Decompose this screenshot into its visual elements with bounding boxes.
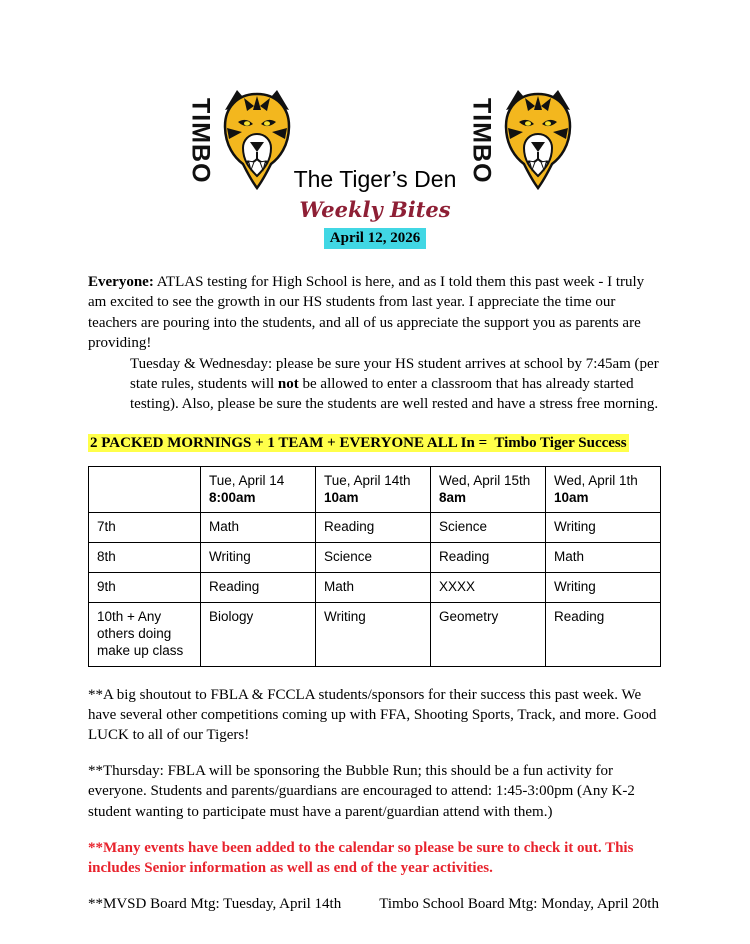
header-time: 8:00am (209, 489, 256, 505)
schedule-cell: Geometry (431, 603, 546, 667)
page-title: The Tiger’s Den (293, 166, 457, 192)
indent-text-pre: Tuesday & Wednesday: please be sure your HS student arrives at school by 7:45am (per state rules, students will (130, 355, 659, 392)
schedule-row (89, 603, 661, 667)
testing-schedule-table (88, 466, 661, 667)
banner-heading (88, 435, 662, 452)
header-date: Wed, April 1th (554, 472, 638, 488)
intro-lead-label: Everyone: (88, 274, 154, 290)
logo-text-wrap (183, 76, 217, 206)
schedule-cell: Reading (546, 603, 661, 667)
schedule-header-cell (546, 466, 661, 513)
schedule-cell: Math (316, 573, 431, 603)
header-date: Tue, April 14 (209, 472, 285, 488)
schedule-row-label: 7th (89, 513, 201, 543)
indent-text-bold: not (277, 375, 299, 392)
tiger-mascot-icon (498, 84, 578, 196)
date-row (0, 228, 750, 249)
calendar-alert-paragraph: **Many events have been added to the calendar so please be sure to check it out. This includes Senior information as well as end of the year activities. (88, 839, 634, 876)
schedule-row (89, 513, 661, 543)
school-logo-right (464, 76, 580, 206)
schedule-header-row (89, 466, 661, 513)
header-time: 10am (324, 489, 359, 505)
header-time: 8am (439, 489, 467, 505)
issue-date-badge: April 12, 2026 (324, 228, 426, 249)
schedule-cell: Math (546, 543, 661, 573)
schedule-cell: Writing (316, 603, 431, 667)
logo-text-wrap (464, 76, 498, 206)
shoutout-paragraph: **A big shoutout to FBLA & FCCLA students/sponsors for their success this past week. We have several other competitions coming up with FFA, Shooting Sports, Track, and more. Good LUCK to all of our Tigers! (88, 687, 657, 744)
header-date: Tue, April 14th (324, 472, 411, 488)
schedule-cell: Reading (316, 513, 431, 543)
schedule-cell: Writing (546, 513, 661, 543)
header-time: 10am (554, 489, 589, 505)
schedule-row-label: 9th (89, 573, 201, 603)
schedule-header-cell (431, 466, 546, 513)
schedule-header-cell (201, 466, 316, 513)
schedule-cell: Writing (546, 573, 661, 603)
newsletter-subtitle: Weekly Bites (299, 197, 451, 222)
header-date: Wed, April 15th (439, 472, 531, 488)
banner-highlight-text: 2 PACKED MORNINGS + 1 TEAM + EVERYONE ALL In = Timbo Tiger Success (90, 434, 627, 451)
schedule-cell: XXXX (431, 573, 546, 603)
schedule-cell: Reading (201, 573, 316, 603)
thursday-paragraph: **Thursday: FBLA will be sponsoring the Bubble Run; this should be a fun activity for everyone. Students and parents/guardians are encouraged to attend: 1:45-3:00pm (Any K-2 student wanting to participate must have a parent/guardian attend with them.) (88, 763, 635, 820)
intro-paragraph (88, 272, 662, 415)
schedule-cell: Math (201, 513, 316, 543)
schedule-cell: Science (316, 543, 431, 573)
logo-wordmark: TIMBO (186, 98, 215, 184)
indent-text-post: be allowed to enter a classroom that has already started testing). Also, please be sure the students are well rested and have a stress free morning. (130, 375, 659, 413)
schedule-header-cell (316, 466, 431, 513)
schedule-header-cell-empty (89, 466, 201, 513)
school-logo-left (183, 76, 299, 206)
board-meetings-line (88, 896, 662, 913)
intro-indent-block (130, 354, 662, 415)
mvsd-board-meeting: **MVSD Board Mtg: Tuesday, April 14th (88, 895, 342, 912)
content (0, 272, 750, 913)
schedule-cell: Science (431, 513, 546, 543)
schedule-cell: Reading (431, 543, 546, 573)
schedule-cell: Biology (201, 603, 316, 667)
schedule-row (89, 573, 661, 603)
tiger-mascot-icon (217, 84, 297, 196)
logo-wordmark: TIMBO (467, 98, 496, 184)
timbo-board-meeting: Timbo School Board Mtg: Monday, April 20th (379, 895, 659, 912)
schedule-row (89, 543, 661, 573)
schedule-row-label: 10th + Any others doing make up class (89, 603, 201, 667)
header (0, 0, 750, 256)
schedule-cell: Writing (201, 543, 316, 573)
schedule-row-label: 8th (89, 543, 201, 573)
intro-lead-text: ATLAS testing for High School is here, and as I told them this past week - I truly am excited to see the growth in our HS students from last year. I appreciate the time our teachers are pouring into the students, and all of us appreciate the support you as parents are providing! (88, 274, 645, 352)
